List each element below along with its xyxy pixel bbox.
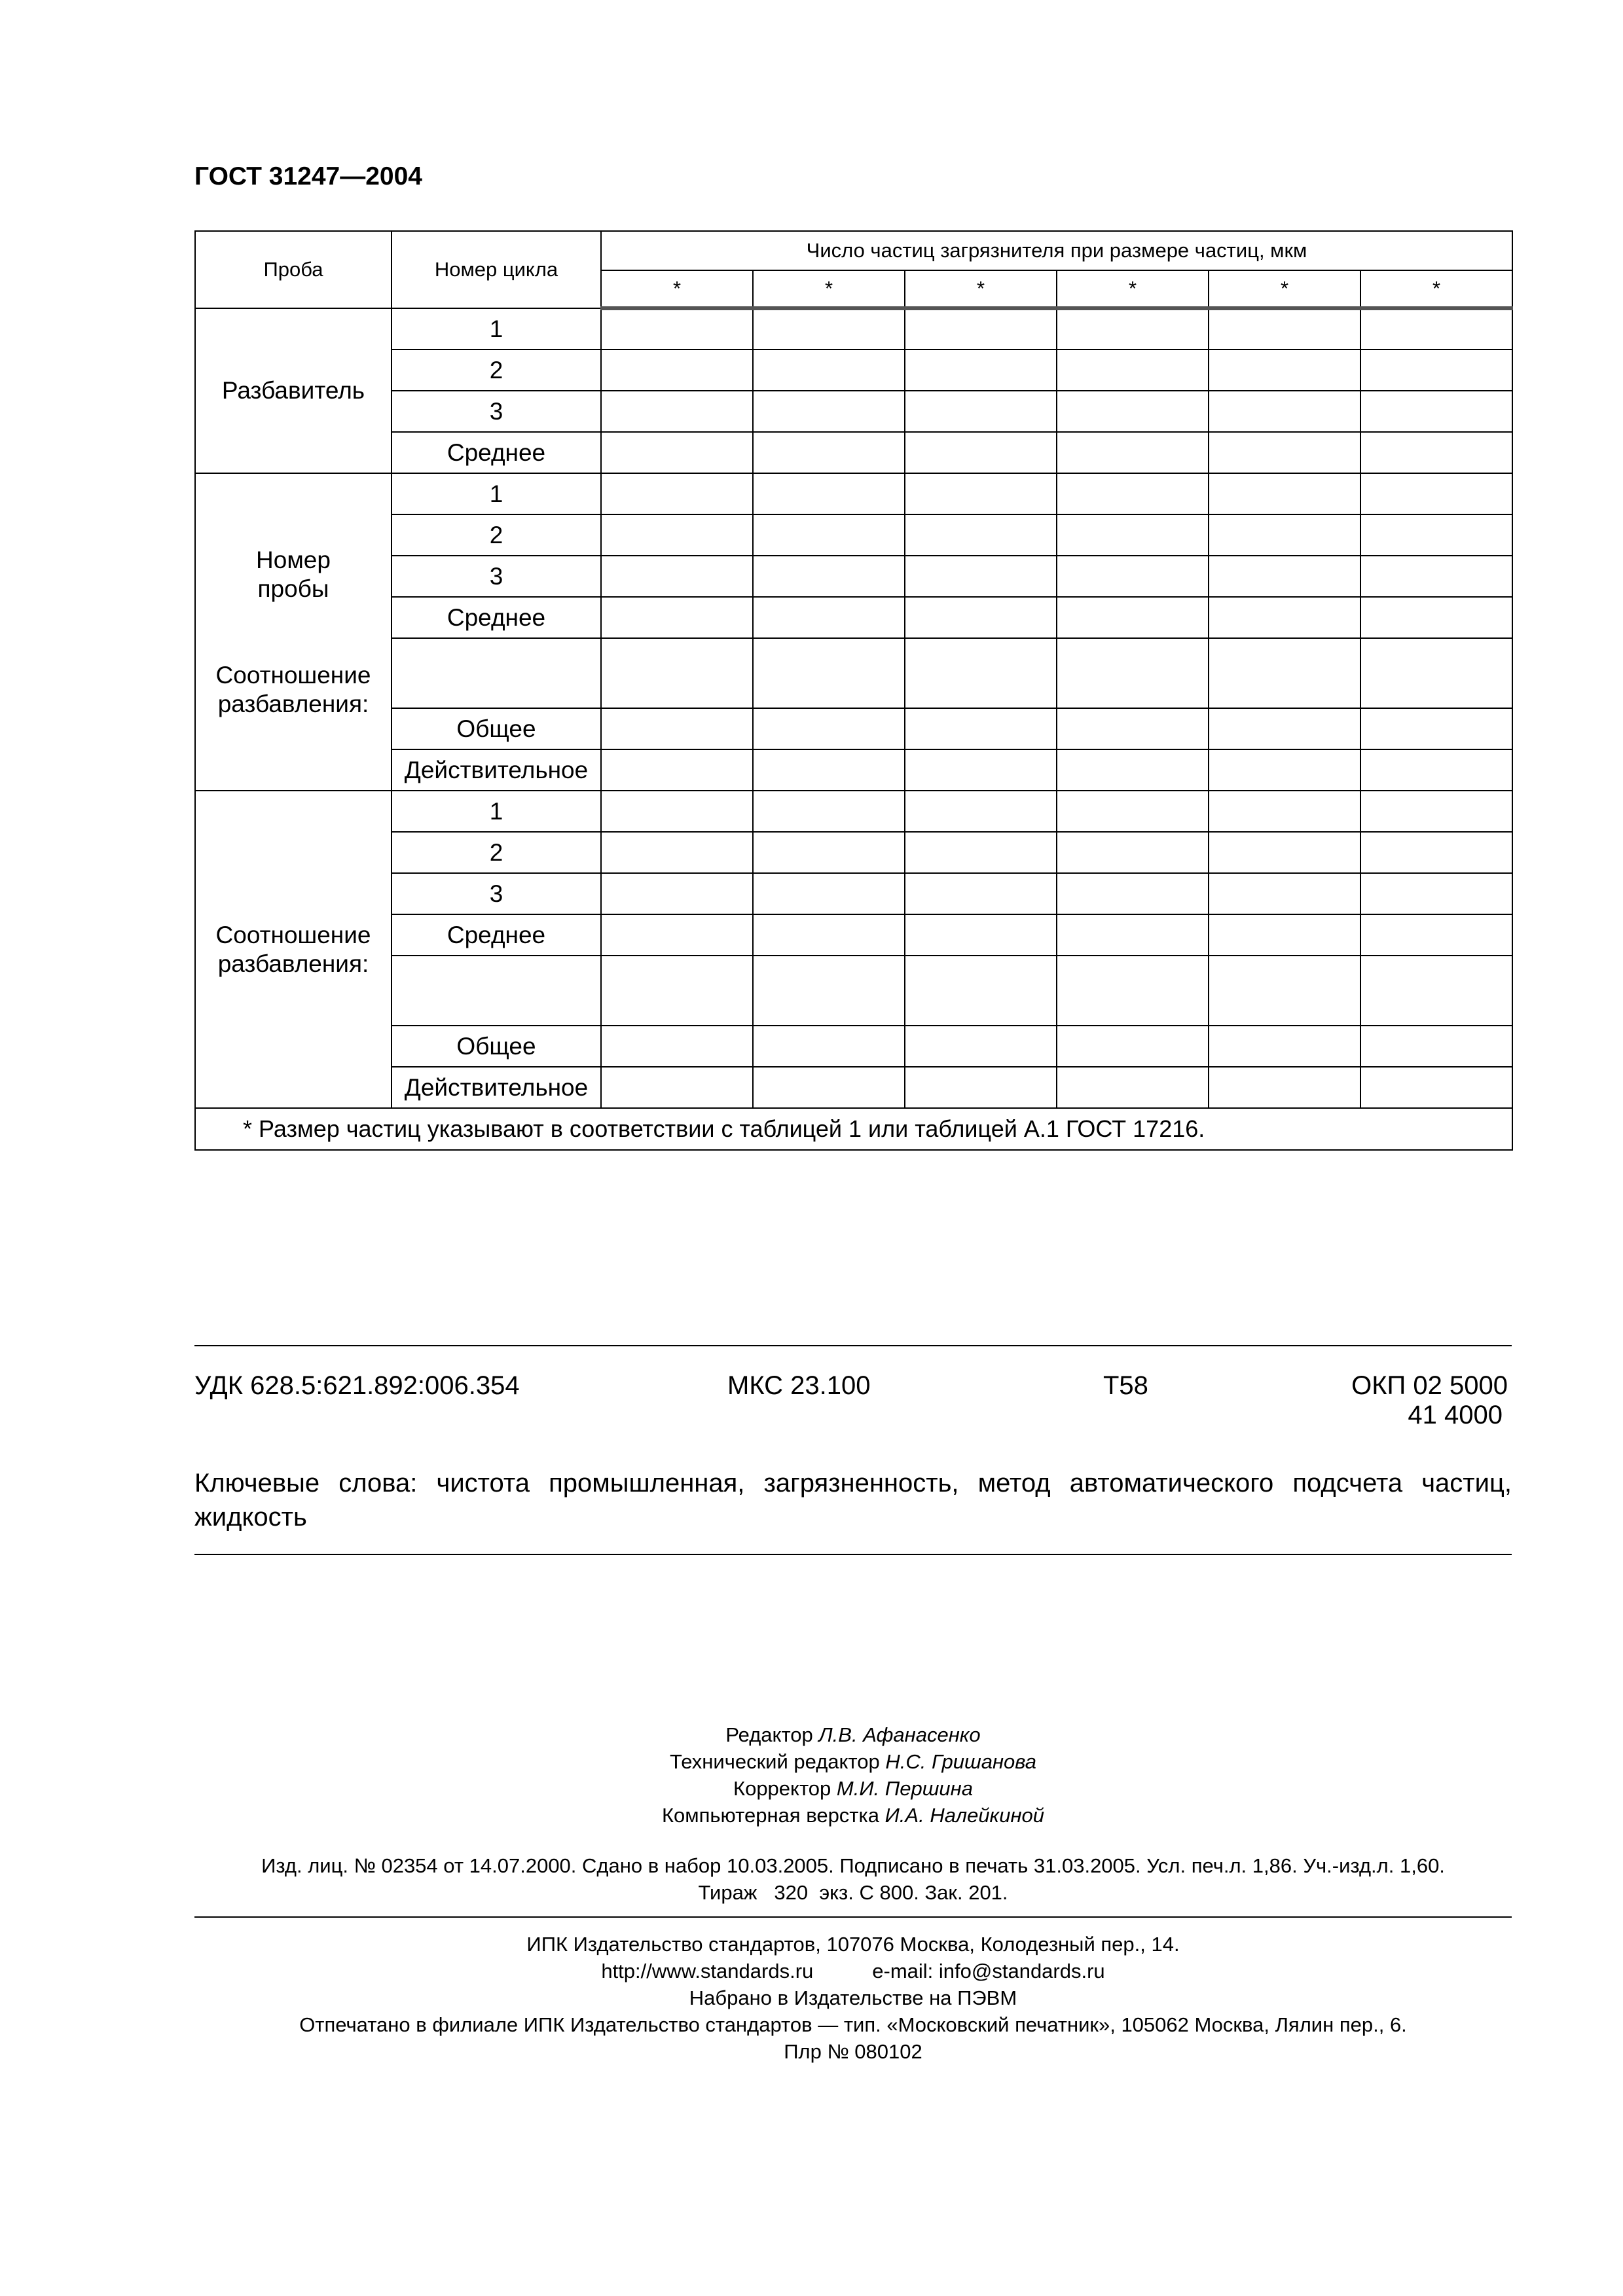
- publisher-address: ИПК Издательство стандартов, 107076 Москва, Колодезный пер., 14.: [526, 1933, 1180, 1956]
- cycle-cell: Среднее: [392, 914, 601, 956]
- cycle-cell: [392, 638, 601, 708]
- cycle-cell: 2: [392, 832, 601, 873]
- col-header-particle-count: Число частиц загрязнителя при размере частиц, мкм: [601, 231, 1512, 270]
- value-cell[interactable]: [601, 350, 753, 391]
- value-cell[interactable]: [1360, 749, 1512, 791]
- value-cell[interactable]: [1360, 914, 1512, 956]
- value-cell[interactable]: [1057, 638, 1209, 708]
- value-cell[interactable]: [1360, 350, 1512, 391]
- value-cell[interactable]: [1360, 432, 1512, 473]
- keywords: Ключевые слова: чистота промышленная, загрязненность, метод автоматического подсчета частиц, жидкость: [194, 1469, 1512, 1532]
- value-cell[interactable]: [1209, 308, 1360, 350]
- value-cell[interactable]: [601, 708, 753, 749]
- tech-editor-label: Технический редактор: [670, 1750, 880, 1773]
- value-cell[interactable]: [753, 391, 905, 432]
- value-cell[interactable]: [1209, 1067, 1360, 1108]
- value-cell[interactable]: [905, 1026, 1057, 1067]
- divider-line: [194, 1554, 1512, 1555]
- value-cell[interactable]: [905, 308, 1057, 350]
- cycle-cell: 1: [392, 308, 601, 350]
- cycle-cell: 2: [392, 350, 601, 391]
- value-cell[interactable]: [905, 432, 1057, 473]
- cycle-cell: Общее: [392, 708, 601, 749]
- layout-line: [194, 1802, 1512, 1829]
- table-row: [195, 914, 1512, 956]
- table-row: [195, 350, 1512, 391]
- table-row: [195, 514, 1512, 556]
- value-cell[interactable]: [1360, 638, 1512, 708]
- value-cell[interactable]: [1360, 956, 1512, 1026]
- value-cell[interactable]: [1209, 597, 1360, 638]
- sample-label-line: [196, 603, 391, 632]
- value-cell[interactable]: [1057, 791, 1209, 832]
- cycle-cell: 2: [392, 514, 601, 556]
- cycle-cell: 3: [392, 391, 601, 432]
- value-cell[interactable]: [1057, 1067, 1209, 1108]
- value-cell[interactable]: [1360, 556, 1512, 597]
- value-cell[interactable]: [905, 638, 1057, 708]
- size-mark: *: [1209, 270, 1360, 308]
- value-cell[interactable]: [1209, 791, 1360, 832]
- table-body: [195, 308, 1512, 1150]
- cycle-cell: 3: [392, 556, 601, 597]
- sample-label-line: Номер: [256, 546, 331, 573]
- value-cell[interactable]: [601, 597, 753, 638]
- value-cell[interactable]: [1209, 832, 1360, 873]
- publisher-website[interactable]: http://www.standards.ru: [601, 1960, 814, 1982]
- value-cell[interactable]: [601, 556, 753, 597]
- print-info-line-1: Изд. лиц. № 02354 от 14.07.2000. Сдано в набор 10.03.2005. Подписано в печать 31.03.2005. Усл. печ.л. 1,86. Уч.-изд.л. 1,60.: [261, 1854, 1445, 1877]
- value-cell[interactable]: [905, 914, 1057, 956]
- value-cell[interactable]: [753, 914, 905, 956]
- cycle-cell: [392, 956, 601, 1026]
- value-cell[interactable]: [1209, 956, 1360, 1026]
- size-mark: *: [1057, 270, 1209, 308]
- table-row: [195, 791, 1512, 832]
- value-cell[interactable]: [601, 1067, 753, 1108]
- value-cell[interactable]: [601, 432, 753, 473]
- table-row: [195, 391, 1512, 432]
- publisher-contacts: [194, 1958, 1512, 1984]
- table-row: [195, 956, 1512, 1026]
- sample-cell: [195, 308, 392, 473]
- value-cell[interactable]: [1209, 749, 1360, 791]
- value-cell[interactable]: [1209, 873, 1360, 914]
- col-header-cycle: Номер цикла: [392, 231, 601, 308]
- value-cell[interactable]: [905, 708, 1057, 749]
- divider-line: [194, 1345, 1512, 1346]
- sample-label-line: Разбавитель: [221, 377, 365, 404]
- sample-label-line: Соотношение: [215, 921, 371, 948]
- publisher-block: [194, 1931, 1512, 2065]
- value-cell[interactable]: [1057, 708, 1209, 749]
- value-cell[interactable]: [1057, 514, 1209, 556]
- table-footnote: * Размер частиц указывают в соответствии с таблицей 1 или таблицей А.1 ГОСТ 17216.: [195, 1108, 1512, 1150]
- value-cell[interactable]: [1360, 514, 1512, 556]
- editor-name: Л.В. Афанасенко: [818, 1723, 981, 1746]
- value-cell[interactable]: [753, 1067, 905, 1108]
- print-info-line-2: Тираж 320 экз. С 800. Зак. 201.: [698, 1881, 1008, 1904]
- value-cell[interactable]: [1360, 873, 1512, 914]
- sample-label-line: пробы: [257, 575, 329, 602]
- editor-line: [194, 1721, 1512, 1748]
- value-cell[interactable]: [1209, 432, 1360, 473]
- value-cell[interactable]: [1057, 556, 1209, 597]
- okp-code: [1351, 1371, 1508, 1430]
- value-cell[interactable]: [753, 749, 905, 791]
- value-cell[interactable]: [1360, 308, 1512, 350]
- value-cell[interactable]: [905, 514, 1057, 556]
- value-cell[interactable]: [905, 791, 1057, 832]
- value-cell[interactable]: [1209, 638, 1360, 708]
- value-cell[interactable]: [1057, 473, 1209, 514]
- value-cell[interactable]: [601, 1026, 753, 1067]
- table-row: [195, 638, 1512, 708]
- tech-editor-name: Н.С. Гришанова: [885, 1750, 1036, 1773]
- value-cell[interactable]: [601, 473, 753, 514]
- value-cell[interactable]: [601, 391, 753, 432]
- value-cell[interactable]: [601, 914, 753, 956]
- value-cell[interactable]: [601, 956, 753, 1026]
- value-cell[interactable]: [1057, 391, 1209, 432]
- mks-code: МКС 23.100: [727, 1371, 871, 1400]
- value-cell[interactable]: [905, 832, 1057, 873]
- sample-label-line: разбавления:: [217, 950, 369, 977]
- value-cell[interactable]: [753, 597, 905, 638]
- value-cell[interactable]: [1057, 749, 1209, 791]
- value-cell[interactable]: [601, 308, 753, 350]
- cycle-cell: 1: [392, 473, 601, 514]
- cycle-cell: 3: [392, 873, 601, 914]
- publisher-email[interactable]: e-mail: info@standards.ru: [872, 1960, 1105, 1982]
- value-cell[interactable]: [1057, 350, 1209, 391]
- value-cell[interactable]: [1360, 1067, 1512, 1108]
- udk-code: УДК 628.5:621.892:006.354: [194, 1371, 520, 1400]
- value-cell[interactable]: [905, 1067, 1057, 1108]
- value-cell[interactable]: [905, 350, 1057, 391]
- size-mark: *: [905, 270, 1057, 308]
- value-cell[interactable]: [905, 473, 1057, 514]
- value-cell[interactable]: [905, 556, 1057, 597]
- value-cell[interactable]: [753, 873, 905, 914]
- value-cell[interactable]: [1360, 832, 1512, 873]
- value-cell[interactable]: [601, 514, 753, 556]
- value-cell[interactable]: [1360, 597, 1512, 638]
- value-cell[interactable]: [1209, 914, 1360, 956]
- size-mark: *: [753, 270, 905, 308]
- value-cell[interactable]: [1057, 956, 1209, 1026]
- sample-label-line: разбавления:: [217, 690, 369, 717]
- sample-cell: [195, 791, 392, 1108]
- publisher-printed: Отпечатано в филиале ИПК Издательство стандартов — тип. «Московский печатник», 105062 Москва, Лялин пер., 6.: [299, 2013, 1407, 2036]
- table-row: [195, 432, 1512, 473]
- value-cell[interactable]: [753, 832, 905, 873]
- value-cell[interactable]: [1360, 791, 1512, 832]
- sample-label-line: [196, 632, 391, 661]
- table-row: [195, 708, 1512, 749]
- value-cell[interactable]: [905, 597, 1057, 638]
- corrector-label: Корректор: [733, 1777, 831, 1800]
- value-cell[interactable]: [1209, 708, 1360, 749]
- table-row: [195, 308, 1512, 350]
- value-cell[interactable]: [905, 956, 1057, 1026]
- value-cell[interactable]: [1057, 914, 1209, 956]
- value-cell[interactable]: [753, 308, 905, 350]
- editor-label: Редактор: [725, 1723, 813, 1746]
- value-cell[interactable]: [601, 832, 753, 873]
- layout-name: И.А. Налейкиной: [884, 1804, 1044, 1827]
- size-mark: *: [1360, 270, 1512, 308]
- size-mark: *: [601, 270, 753, 308]
- t-code: Т58: [1103, 1371, 1148, 1400]
- particle-count-table: [194, 230, 1513, 1151]
- table-footnote-row: [195, 1108, 1512, 1150]
- sample-cell: [195, 473, 392, 791]
- value-cell[interactable]: [905, 391, 1057, 432]
- table-header-row: [195, 231, 1512, 270]
- value-cell[interactable]: [753, 638, 905, 708]
- value-cell[interactable]: [1209, 350, 1360, 391]
- value-cell[interactable]: [753, 514, 905, 556]
- cycle-cell: 1: [392, 791, 601, 832]
- value-cell[interactable]: [1209, 473, 1360, 514]
- okp-line-1: ОКП 02 5000: [1351, 1371, 1508, 1400]
- table-row: [195, 1067, 1512, 1108]
- value-cell[interactable]: [1360, 1026, 1512, 1067]
- value-cell[interactable]: [1209, 1026, 1360, 1067]
- cycle-cell: Общее: [392, 1026, 601, 1067]
- print-info-block: [194, 1852, 1512, 1906]
- document-code: ГОСТ 31247—2004: [194, 162, 422, 190]
- value-cell[interactable]: [1057, 308, 1209, 350]
- cycle-cell: Среднее: [392, 432, 601, 473]
- value-cell[interactable]: [1057, 1026, 1209, 1067]
- value-cell[interactable]: [753, 708, 905, 749]
- value-cell[interactable]: [601, 791, 753, 832]
- tech-editor-line: [194, 1748, 1512, 1775]
- value-cell[interactable]: [1057, 832, 1209, 873]
- table-row: [195, 832, 1512, 873]
- cycle-cell: Среднее: [392, 597, 601, 638]
- table-row: [195, 749, 1512, 791]
- corrector-line: [194, 1775, 1512, 1802]
- value-cell[interactable]: [1360, 473, 1512, 514]
- value-cell[interactable]: [753, 1026, 905, 1067]
- table-row: [195, 1026, 1512, 1067]
- value-cell[interactable]: [753, 791, 905, 832]
- value-cell[interactable]: [753, 350, 905, 391]
- divider-line: [194, 1916, 1512, 1918]
- corrector-name: М.И. Першина: [836, 1777, 973, 1800]
- value-cell[interactable]: [1057, 432, 1209, 473]
- value-cell[interactable]: [1057, 597, 1209, 638]
- okp-line-2: 41 4000: [1408, 1401, 1503, 1429]
- value-cell[interactable]: [753, 556, 905, 597]
- value-cell[interactable]: [753, 956, 905, 1026]
- table-row: [195, 597, 1512, 638]
- table-row: [195, 473, 1512, 514]
- value-cell[interactable]: [753, 473, 905, 514]
- value-cell[interactable]: [601, 638, 753, 708]
- sample-label-line: Соотношение: [215, 661, 371, 689]
- value-cell[interactable]: [601, 749, 753, 791]
- table-row: [195, 556, 1512, 597]
- value-cell[interactable]: [1360, 391, 1512, 432]
- value-cell[interactable]: [1209, 391, 1360, 432]
- value-cell[interactable]: [601, 873, 753, 914]
- cycle-cell: Действительное: [392, 1067, 601, 1108]
- layout-label: Компьютерная верстка: [662, 1804, 879, 1827]
- value-cell[interactable]: [1057, 873, 1209, 914]
- publisher-typeset: Набрано в Издательстве на ПЭВМ: [689, 1986, 1017, 2009]
- value-cell[interactable]: [1209, 556, 1360, 597]
- value-cell[interactable]: [1360, 708, 1512, 749]
- value-cell[interactable]: [905, 873, 1057, 914]
- value-cell[interactable]: [1209, 514, 1360, 556]
- credits-block: [194, 1721, 1512, 1829]
- value-cell[interactable]: [753, 432, 905, 473]
- table-row: [195, 873, 1512, 914]
- cycle-cell: Действительное: [392, 749, 601, 791]
- value-cell[interactable]: [905, 749, 1057, 791]
- col-header-sample: Проба: [195, 231, 392, 308]
- publisher-plr: Плр № 080102: [784, 2040, 922, 2063]
